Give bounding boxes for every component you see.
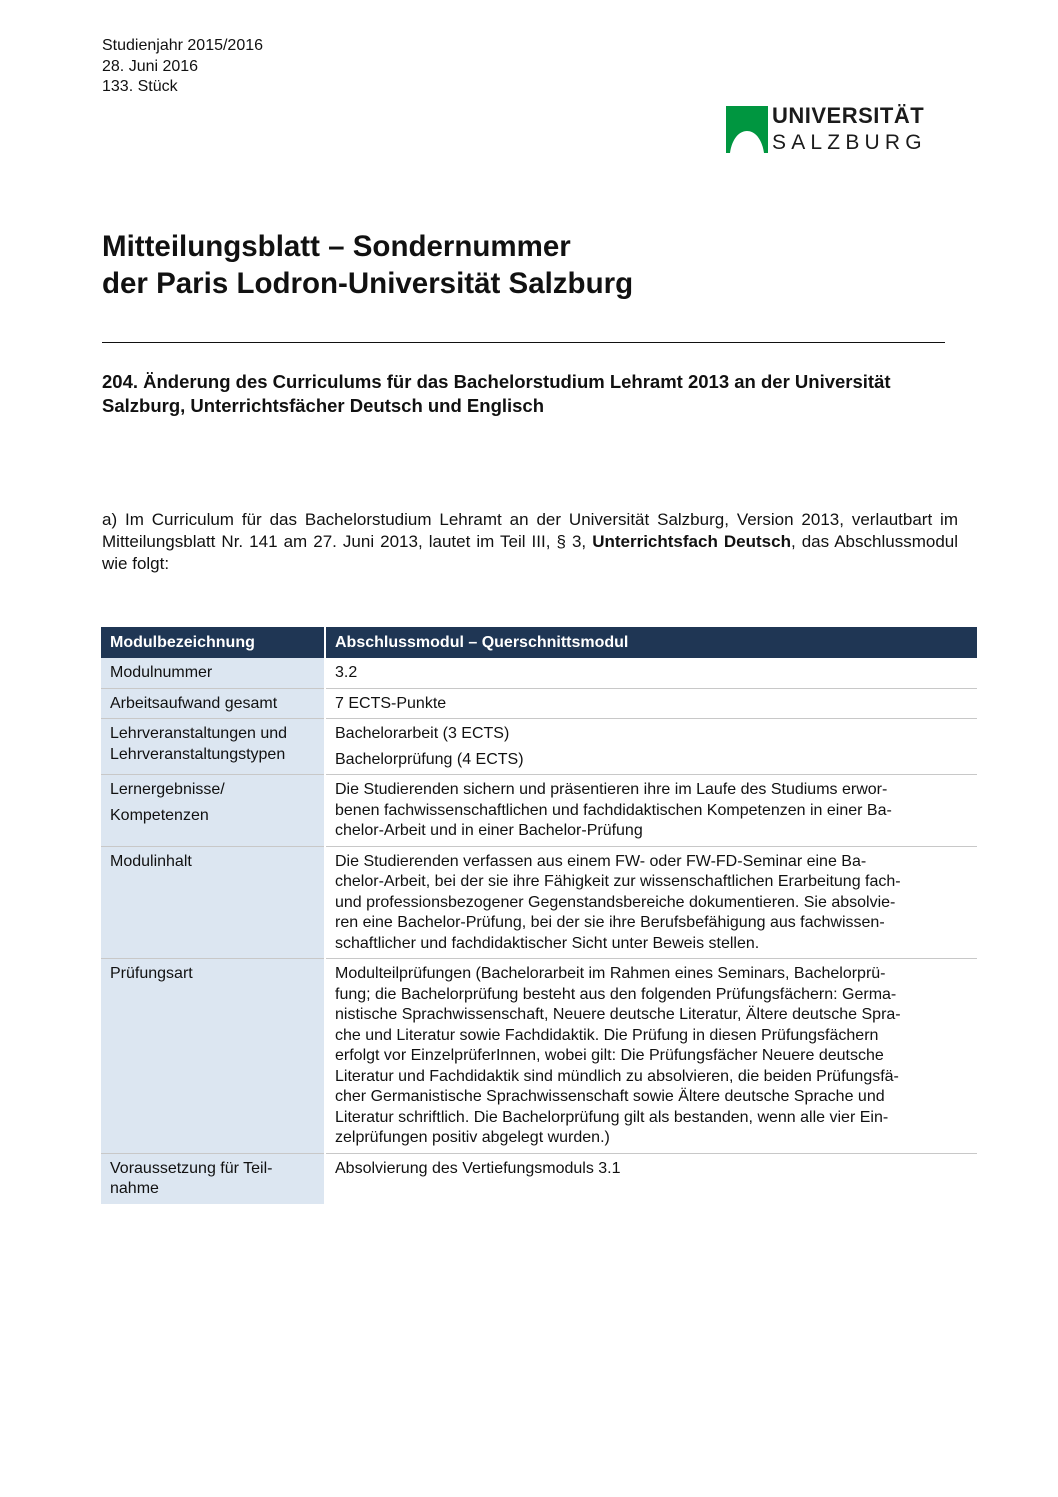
row-key: [101, 959, 325, 1154]
module-table: [101, 627, 977, 1204]
cell-line: 3.2: [335, 664, 358, 681]
table-row: [101, 846, 977, 959]
row-key: [101, 846, 325, 959]
cell-line: Die Studierenden sichern und präsentieren ihre im Laufe des Studiums erwor-: [335, 781, 888, 798]
cell-line: che und Literatur sowie Fachdidaktik. Die Prüfung in diesen Prüfungsfächern: [335, 1026, 879, 1044]
cell-line: Die Studierenden verfassen aus einem FW- oder FW-FD-Seminar eine Ba-: [335, 852, 867, 870]
row-value: [325, 1153, 977, 1204]
cell-line: benen fachwissenschaftlichen und fachdidaktischen Kompetenzen in einer Ba-: [335, 801, 892, 819]
cell-line: chelor-Arbeit, bei der sie ihre Fähigkeit zur wissenschaftlichen Erarbeitung fach-: [335, 873, 901, 890]
row-value: [325, 846, 977, 959]
row-value: [325, 719, 977, 775]
cell-line: Arbeitsaufwand gesamt: [110, 694, 278, 712]
university-logo: [726, 103, 936, 156]
cell-line: Modulnummer: [110, 664, 213, 681]
intro-emphasis: Unterrichtsfach Deutsch: [592, 532, 791, 551]
cell-line: ren eine Bachelor-Prüfung, bei der sie ihre Berufsbefähigung aus fachwissen-: [335, 914, 885, 931]
table-header-key: Modulbezeichnung: [101, 627, 325, 658]
row-value: [325, 959, 977, 1154]
intro-text-end: , das Abschlussmodul wie folgt:: [102, 532, 959, 573]
section-heading: 204. Änderung des Curriculums für das Bachelorstudium Lehramt 2013 an der Universität Salzburg, Unterrichtsfächer Deutsch und Englisch: [102, 371, 891, 416]
cell-line: und professionsbezogener Gegenstandsbereiche dokumentieren. Sie absolvie-: [335, 893, 896, 911]
table-row: [101, 1153, 977, 1204]
cell-line: Lernergebnisse/: [110, 781, 225, 798]
cell-line: fung; die Bachelorprüfung besteht aus den folgenden Prüfungsfächern: Germa-: [335, 985, 897, 1003]
row-value: [325, 775, 977, 847]
table-row: [101, 719, 977, 775]
logo-text-line1: UNIVERSITÄT: [772, 103, 925, 128]
cell-line: chelor-Arbeit und in einer Bachelor-Prüfung: [335, 822, 643, 839]
row-key: [101, 1153, 325, 1204]
row-key: [101, 658, 325, 688]
issue-number: 133. Stück: [102, 78, 178, 95]
title-line1: Mitteilungsblatt – Sondernummer: [102, 230, 571, 263]
cell-line: zelprüfungen positiv abgelegt wurden.): [335, 1129, 610, 1146]
cell-line: schaftlicher und fachdidaktischer Sicht unter Beweis stellen.: [335, 934, 760, 952]
row-value: [325, 658, 977, 688]
title-divider: [102, 342, 945, 343]
row-key: [101, 719, 325, 775]
intro-paragraph: [102, 509, 958, 575]
cell-line: Modulinhalt: [110, 852, 192, 870]
cell-line: Literatur schriftlich. Die Bachelorprüfung gilt als bestanden, wenn alle vier Ein-: [335, 1108, 889, 1126]
cell-line: Absolvierung des Vertiefungsmoduls 3.1: [335, 1159, 621, 1177]
cell-line: cher Germanistische Sprachwissenschaft sowie Ältere deutsche Sprache und: [335, 1088, 885, 1105]
cell-line: 7 ECTS-Punkte: [335, 694, 447, 712]
table-header-row: [101, 627, 977, 658]
intro-text: a) Im Curriculum für das Bachelorstudium Lehramt an der Universität Salzburg, Version 2013, verlautbart im Mitteilungsblatt Nr. 141 am 27. Juni 2013, lautet im Teil III, § 3,: [102, 510, 958, 551]
cell-line: Literatur und Fachdidaktik sind mündlich zu absolvieren, die beiden Prüfungsfä-: [335, 1067, 899, 1085]
table-header-value: Abschlussmodul – Querschnittsmodul: [325, 627, 977, 658]
page-title: [102, 228, 633, 302]
row-value: [325, 688, 977, 719]
title-line2: der Paris Lodron-Universität Salzburg: [102, 267, 634, 300]
logo-text-line2: SALZBURG: [772, 131, 927, 154]
cell-line: Lehrveranstaltungen und: [110, 725, 288, 742]
cell-line: Voraussetzung für Teil-: [110, 1159, 273, 1177]
table-row: [101, 959, 977, 1154]
table-row: [101, 775, 977, 847]
cell-line: Kompetenzen: [110, 806, 209, 824]
row-key: [101, 688, 325, 719]
row-key: [101, 775, 325, 847]
cell-line: Bachelorprüfung (4 ECTS): [335, 750, 524, 768]
document-meta: [102, 36, 263, 98]
issue-date: 28. Juni 2016: [102, 57, 199, 75]
table-row: [101, 658, 977, 688]
cell-line: nistische Sprachwissenschaft, Neuere deutsche Literatur, Ältere deutsche Spra-: [335, 1006, 901, 1023]
cell-line: erfolgt vor EinzelprüferInnen, wobei gilt: Die Prüfungsfächer Neuere deutsche: [335, 1047, 884, 1064]
cell-line: Bachelorarbeit (3 ECTS): [335, 725, 510, 742]
cell-line: Prüfungsart: [110, 965, 193, 982]
study-year: Studienjahr 2015/2016: [102, 37, 264, 54]
cell-line: Modulteilprüfungen (Bachelorarbeit im Rahmen eines Seminars, Bachelorprü-: [335, 965, 886, 982]
table-row: [101, 688, 977, 719]
university-logo-mark-icon: [726, 106, 768, 153]
cell-line: nahme: [110, 1180, 159, 1197]
cell-line: Lehrveranstaltungstypen: [110, 745, 286, 763]
